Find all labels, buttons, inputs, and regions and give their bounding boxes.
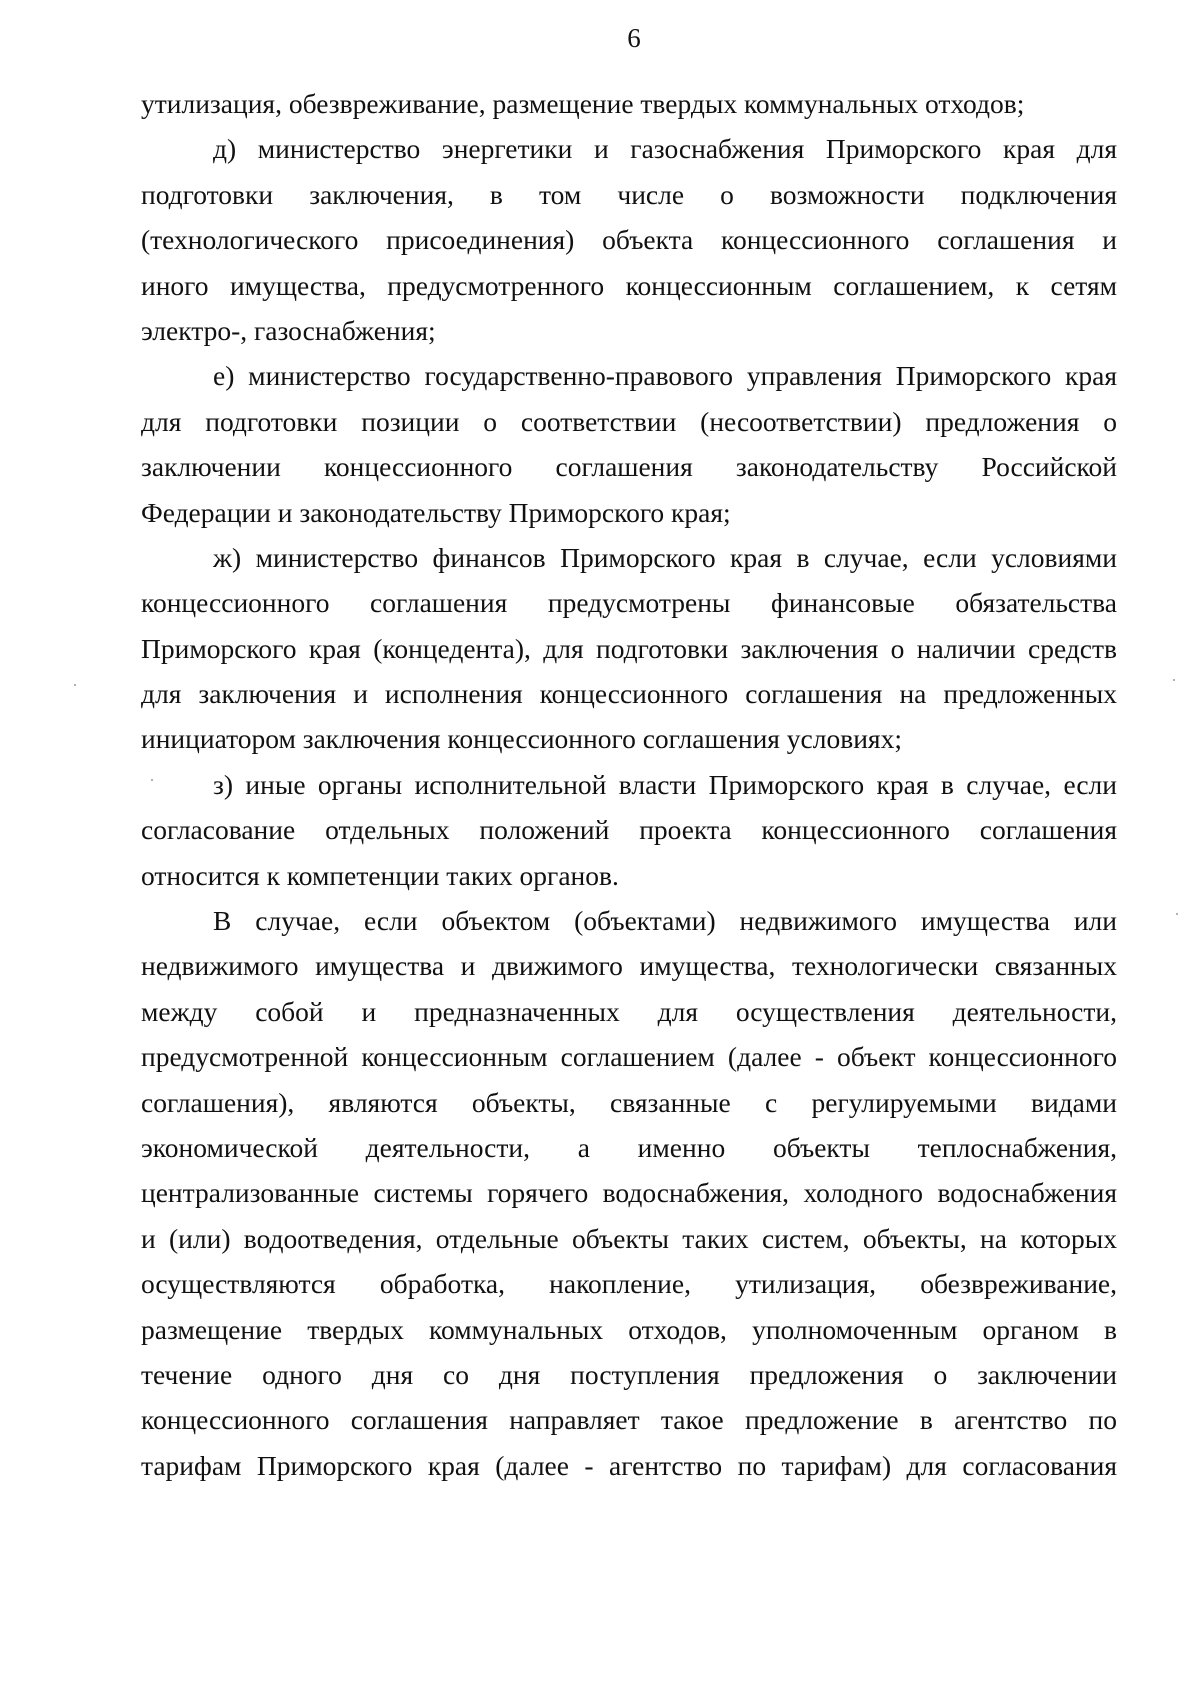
document-body	[141, 81, 1117, 1488]
text-line: относится к компетенции таких органов.	[141, 859, 619, 891]
text-line: осуществляются обработка, накопление, утилизация, обезвреживание,	[141, 1268, 1117, 1300]
text-line: Федерации и законодательству Приморского края;	[141, 496, 731, 528]
text-line: течение одного дня со дня поступления предложения о заключении	[141, 1358, 1117, 1390]
text-line: недвижимого имущества и движимого имущества, технологически связанных	[141, 950, 1117, 982]
scan-speck	[1176, 913, 1178, 915]
text-line: концессионного соглашения предусмотрены финансовые обязательства	[141, 587, 1117, 619]
text-line: централизованные системы горячего водоснабжения, холодного водоснабжения	[141, 1177, 1117, 1209]
text-line: между собой и предназначенных для осуществления деятельности,	[141, 995, 1117, 1027]
text-line: е) министерство государственно-правового управления Приморского края	[213, 360, 1117, 392]
text-line: заключении концессионного соглашения законодательству Российской	[141, 451, 1117, 483]
text-line: соглашения), являются объекты, связанные с регулируемыми видами	[141, 1086, 1117, 1118]
text-line: иного имущества, предусмотренного концессионным соглашением, к сетям	[141, 269, 1117, 301]
text-line: Приморского края (концедента), для подготовки заключения о наличии средств	[141, 632, 1117, 664]
text-line: подготовки заключения, в том числе о возможности подключения	[141, 178, 1117, 210]
text-line: экономической деятельности, а именно объекты теплоснабжения,	[141, 1131, 1117, 1163]
text-line: тарифам Приморского края (далее - агентство по тарифам) для согласования	[141, 1449, 1117, 1481]
text-line: для подготовки позиции о соответствии (несоответствии) предложения о	[141, 405, 1117, 437]
text-line: д) министерство энергетики и газоснабжения Приморского края для	[213, 133, 1117, 165]
text-line: инициатором заключения концессионного соглашения условиях;	[141, 723, 902, 755]
text-line: согласование отдельных положений проекта концессионного соглашения	[141, 814, 1117, 846]
text-line: и (или) водоотведения, отдельные объекты таких систем, объекты, на которых	[141, 1222, 1117, 1254]
scan-speck	[1173, 679, 1175, 681]
text-line: концессионного соглашения направляет такое предложение в агентство по	[141, 1404, 1117, 1436]
text-line: утилизация, обезвреживание, размещение твердых коммунальных отходов;	[141, 88, 1025, 119]
text-line: ж) министерство финансов Приморского края в случае, если условиями	[213, 541, 1117, 573]
scan-speck	[151, 779, 153, 781]
text-line: размещение твердых коммунальных отходов, уполномоченным органом в	[141, 1313, 1117, 1345]
text-line: электро-, газоснабжения;	[141, 314, 436, 346]
page-number: 6	[627, 23, 641, 53]
text-line: В случае, если объектом (объектами) недвижимого имущества или	[213, 905, 1117, 937]
text-line: для заключения и исполнения концессионного соглашения на предложенных	[141, 678, 1117, 710]
scan-speck	[74, 684, 76, 686]
text-line: предусмотренной концессионным соглашением (далее - объект концессионного	[141, 1041, 1117, 1073]
text-line: (технологического присоединения) объекта концессионного соглашения и	[141, 224, 1117, 256]
text-line: з) иные органы исполнительной власти Приморского края в случае, если	[213, 768, 1117, 800]
